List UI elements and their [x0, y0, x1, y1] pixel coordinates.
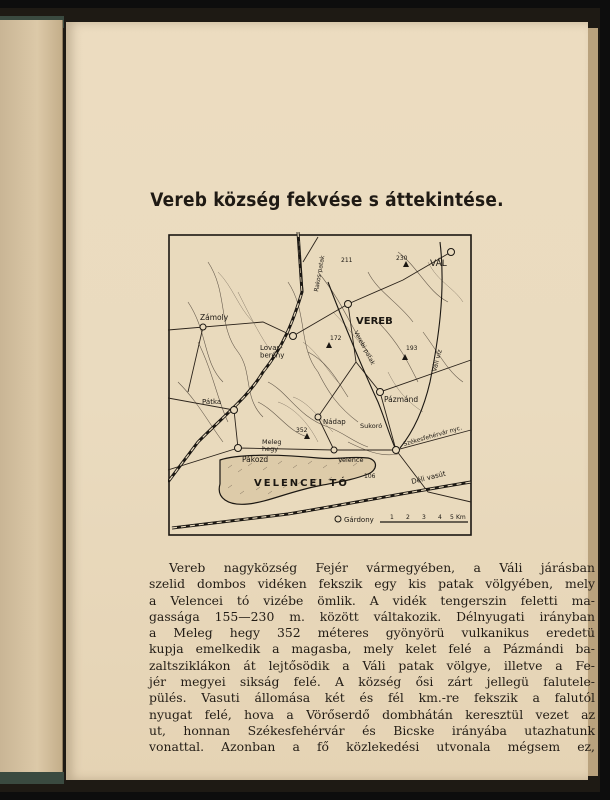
label-patka: Pátka: [202, 398, 222, 406]
scale-label-2: 2: [406, 514, 410, 521]
pazmand-dot: [377, 389, 384, 396]
body-line: vonattal. Azonban a fő közlekedési utvonala mégsem ez,: [149, 739, 595, 755]
body-line: Vereb nagyközség Fejér vármegyében, a Váli járásban: [169, 560, 595, 575]
body-line: nyugat felé, hova a Vörőserdő dombhátán keresztül vezet az: [149, 706, 595, 722]
book-spread: [0, 8, 600, 792]
zamoly-dot: [200, 324, 206, 330]
body-line: ut, honnan Székesfehérvár és Bicske irányába utazhatunk: [149, 722, 595, 738]
body-line: kupja emelkedik a magasba, mely kelet felé a Pázmándi ba-: [149, 641, 595, 657]
pakozd-dot: [235, 445, 242, 452]
right-page: [66, 22, 595, 780]
vereb-dot: [345, 301, 352, 308]
body-line: gassága 155—230 m. között váltakozik. Délnyugati irányban: [149, 608, 595, 624]
label-velence: Velence: [338, 456, 364, 464]
label-alt-106: 106: [364, 473, 376, 480]
label-lovasbereny: Lovas-berény: [260, 344, 285, 360]
map-svg: [168, 232, 474, 546]
velence-dot: [331, 447, 337, 453]
label-alt-352: 352: [296, 427, 308, 434]
body-line: zaltsziklákon át lejtősödik a Váli patak völgye, illetve a Fe-: [149, 657, 595, 673]
label-zamoly: Zámoly: [200, 313, 229, 322]
label-szekesfehervar-nyc: Székesfehérvár nyc.: [402, 424, 463, 448]
scale-label-5: 5: [450, 514, 454, 521]
scale-label-1: 1: [390, 514, 394, 521]
scale-label-3: 3: [422, 514, 426, 521]
label-vereb: VEREB: [356, 316, 393, 327]
gardony-dot: [335, 516, 341, 522]
lovasbereny-dot: [290, 333, 297, 340]
label-deli-vasut: Déli vasút: [410, 469, 447, 486]
label-rakos-patak: Rakos patak: [313, 255, 327, 293]
spine-cloth-bottom: [0, 772, 64, 784]
label-nadap: Nádap: [323, 418, 346, 426]
left-page: [0, 20, 63, 780]
junction-dot: [393, 447, 400, 454]
village-map: [168, 232, 474, 546]
patka-dot: [231, 407, 238, 414]
scale-label-4: 4: [438, 514, 442, 521]
body-line: pülés. Vasuti állomása két és fél km.-re fekszik a falutól: [149, 690, 595, 706]
body-line: a Velencei tó vizébe ömlik. A vidék tengerszin feletti ma-: [149, 592, 595, 608]
nadap-dot: [315, 414, 321, 420]
label-meleg-hegy: Meleg hegy: [262, 438, 282, 454]
label-alt-172: 172: [330, 335, 342, 342]
label-val: VÁL: [430, 259, 447, 269]
scale-label-km: Km: [456, 514, 466, 521]
body-line: jér megyei sikság felé. A község ősi zárt jellegü falutele-: [149, 674, 595, 690]
body-line: szelid dombos vidéken fekszik egy kis patak völgyében, mely: [149, 576, 595, 592]
label-velencei-to: VELENCEI TÓ: [254, 478, 349, 489]
label-pazmand: Pázmánd: [384, 395, 419, 404]
label-pakozd: Pákozd: [242, 455, 269, 464]
label-vali-viz: Váli víz: [430, 348, 444, 373]
label-alt-230: 230: [396, 255, 408, 262]
label-verebi-patak: Verebi patak: [352, 329, 377, 367]
label-alt-193: 193: [406, 345, 418, 352]
page-title: Vereb község fekvése s áttekintése.: [150, 190, 504, 211]
val-dot: [448, 249, 455, 256]
body-paragraph: [149, 560, 595, 756]
label-alt-211: 211: [341, 257, 353, 264]
label-sukoro: Sukoró: [360, 422, 383, 430]
label-gardony: Gárdony: [344, 516, 374, 524]
body-line: a Meleg hegy 352 méteres gyönyörü vulkanikus eredetü: [149, 625, 595, 641]
